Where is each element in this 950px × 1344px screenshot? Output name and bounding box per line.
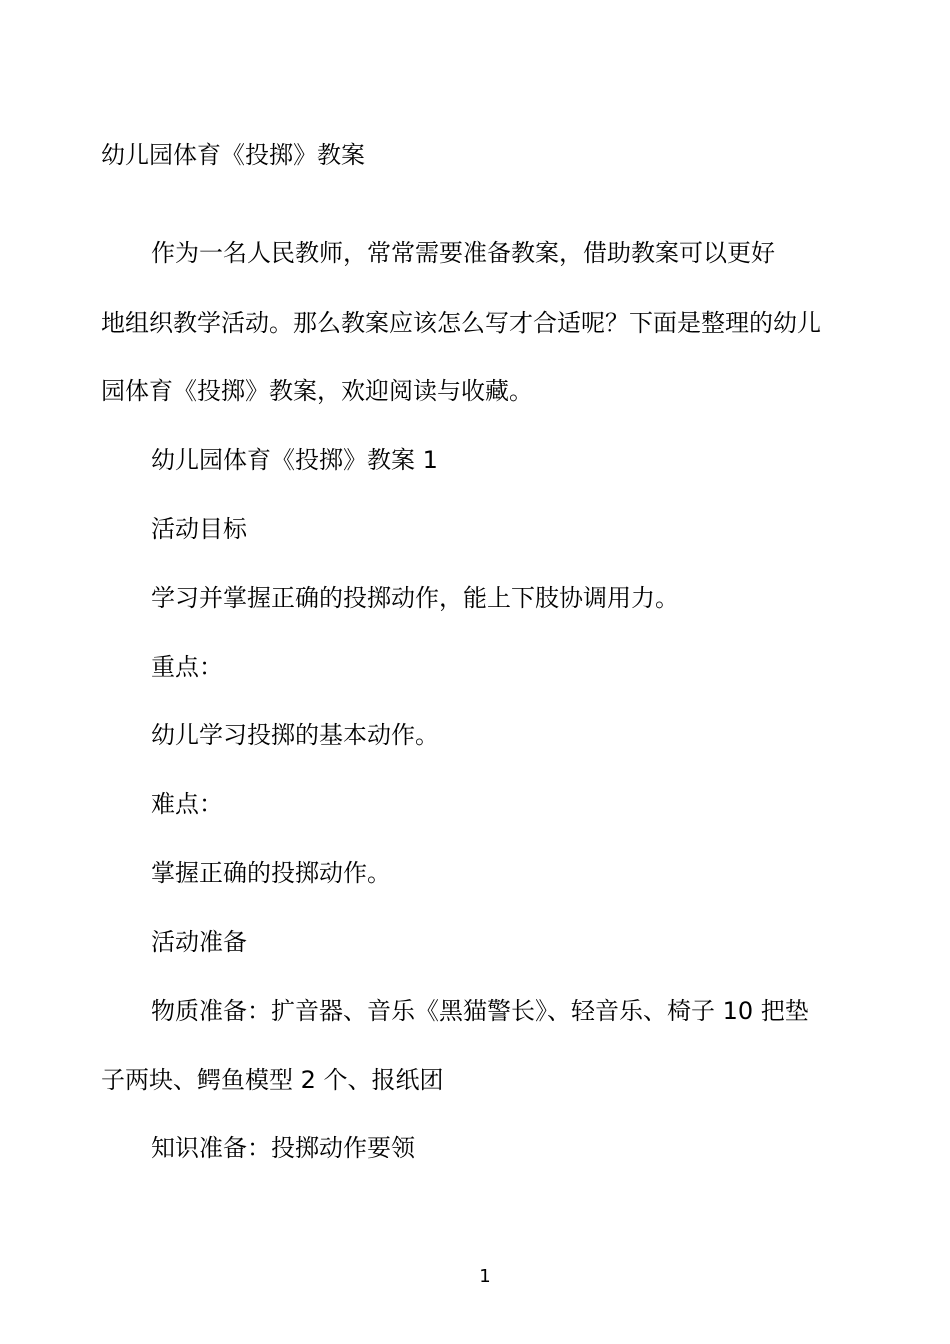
difficulty-text: 掌握正确的投掷动作。 xyxy=(151,859,391,887)
preparation-heading: 活动准备 xyxy=(151,928,247,956)
intro-paragraph-line-2: 地组织教学活动。那么教案应该怎么写才合适呢？下面是整理的幼儿 xyxy=(101,309,821,337)
key-point-text: 幼儿学习投掷的基本动作。 xyxy=(151,721,439,749)
intro-paragraph-line-1: 作为一名人民教师，常常需要准备教案，借助教案可以更好 xyxy=(151,239,775,267)
key-point-label: 重点： xyxy=(151,653,223,681)
knowledge-prep: 知识准备：投掷动作要领 xyxy=(151,1134,415,1162)
material-prep-line-2: 子两块、鳄鱼模型 2 个、报纸团 xyxy=(101,1066,444,1094)
document-title: 幼儿园体育《投掷》教案 xyxy=(101,141,365,169)
activity-goal-heading: 活动目标 xyxy=(151,515,247,543)
page-number: 1 xyxy=(479,1266,491,1287)
difficulty-label: 难点： xyxy=(151,790,223,818)
activity-goal-text: 学习并掌握正确的投掷动作，能上下肢协调用力。 xyxy=(151,584,679,612)
material-prep-line-1: 物质准备：扩音器、音乐《黑猫警长》、轻音乐、椅子 10 把垫 xyxy=(151,997,809,1025)
section-title: 幼儿园体育《投掷》教案 1 xyxy=(151,446,438,474)
intro-paragraph-line-3: 园体育《投掷》教案，欢迎阅读与收藏。 xyxy=(101,377,533,405)
